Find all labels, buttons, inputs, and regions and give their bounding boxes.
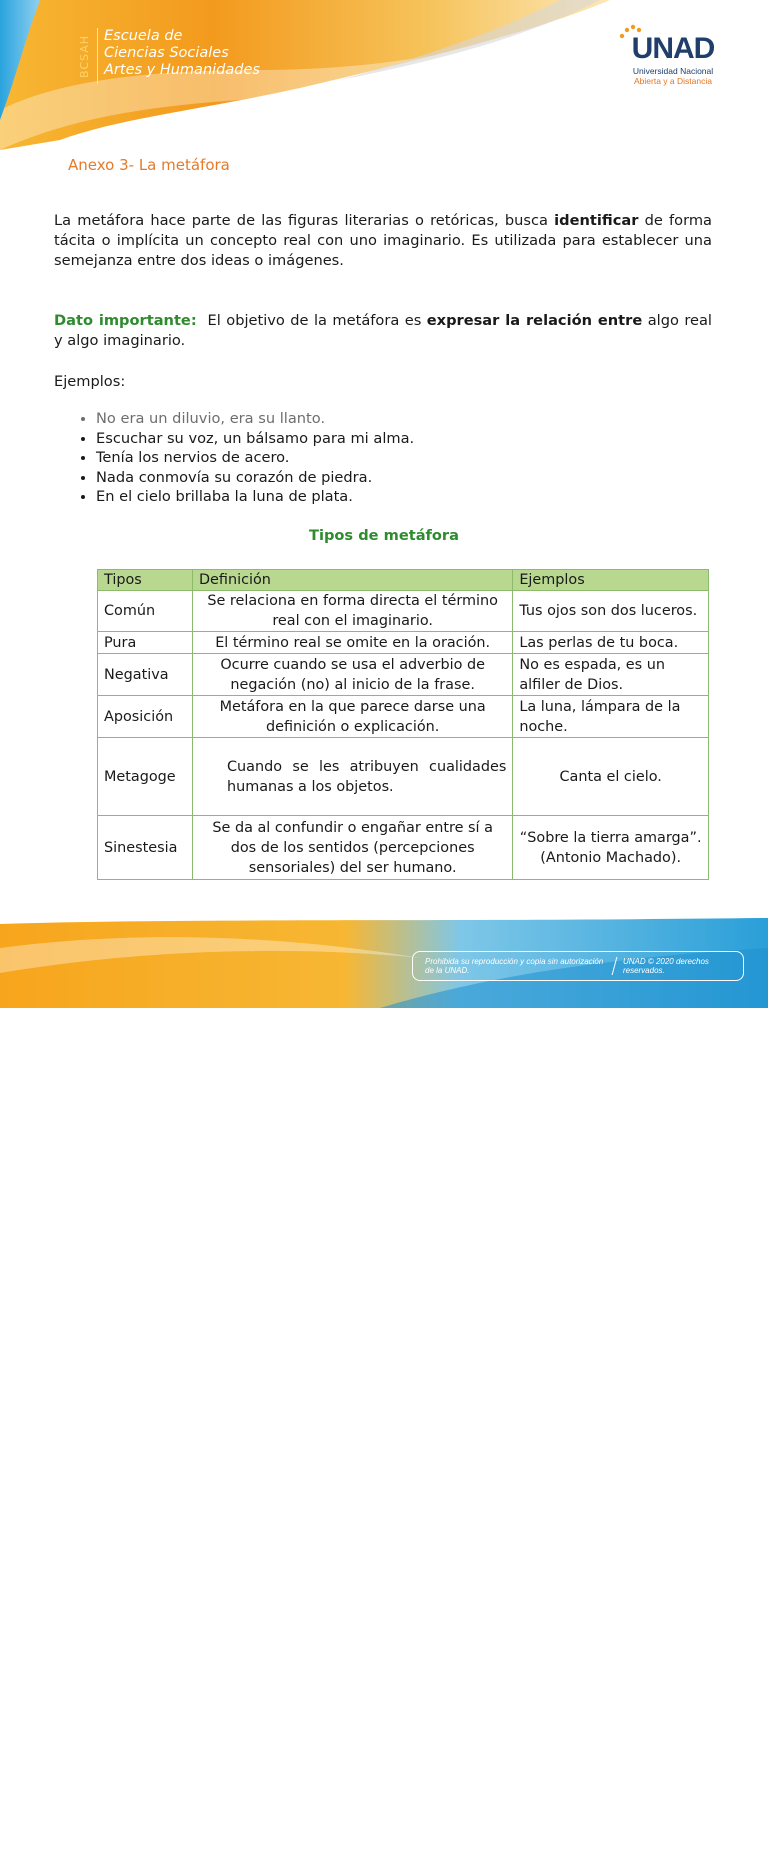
cell-ejemplo: Las perlas de tu boca. — [513, 632, 709, 654]
list-item: • Escuchar su voz, un bálsamo para mi alma. — [96, 429, 414, 449]
cell-definicion: Se relaciona en forma directa el término real con el imaginario. — [192, 591, 512, 632]
logo-word-ad: AD — [673, 32, 715, 65]
copyright-notice — [412, 951, 744, 981]
intro-text-after: de forma tácita o implícita un concepto real con uno imaginario. Es utilizada para establecer una semejanza entre dos ideas o imágenes. — [54, 212, 712, 269]
school-name — [104, 28, 260, 79]
table-row — [98, 816, 709, 880]
list-item: • Nada conmovía su corazón de piedra. — [96, 468, 414, 488]
school-code: BCSAH — [78, 34, 91, 78]
logo-dots-graphic — [618, 24, 644, 42]
cell-definicion: Ocurre cuando se usa el adverbio de negación (no) al inicio de la frase. — [192, 654, 512, 696]
cell-tipo: Negativa — [98, 654, 193, 696]
intro-paragraph — [54, 211, 712, 271]
important-note-label: Dato importante: — [54, 312, 197, 329]
logo-subtitle-1: Universidad Nacional — [632, 66, 714, 76]
notice-left: Prohibida su reproducción y copia sin autorización de la UNAD. — [425, 957, 604, 975]
notice-separator — [612, 957, 618, 975]
cell-tipo: Sinestesia — [98, 816, 193, 880]
header-ejemplos: Ejemplos — [513, 570, 709, 591]
cell-ejemplo: No es espada, es un alfiler de Dios. — [513, 654, 709, 696]
intro-bold: identificar — [554, 212, 639, 229]
table-header-row — [98, 570, 709, 591]
important-note-bold: expresar la relación entre — [426, 312, 643, 329]
school-name-block — [78, 28, 260, 84]
list-item: • Tenía los nervios de acero. — [96, 448, 414, 468]
list-item: • En el cielo brillaba la luna de plata. — [96, 487, 414, 507]
cell-tipo: Común — [98, 591, 193, 632]
cell-definicion: Se da al confundir o engañar entre sí a dos de los sentidos (percepciones sensoriales) del ser humano. — [192, 816, 512, 880]
intro-text-before: La metáfora hace parte de las figuras literarias o retóricas, busca — [54, 212, 555, 229]
cell-tipo: Aposición — [98, 696, 193, 738]
annex-title: Anexo 3- La metáfora — [68, 156, 230, 174]
school-line-2: Ciencias Sociales — [104, 45, 229, 61]
table-row — [98, 591, 709, 632]
table-title: Tipos de metáfora — [309, 527, 459, 544]
list-item: • No era un diluvio, era su llanto. — [96, 409, 414, 429]
cell-ejemplo: Canta el cielo. — [513, 738, 709, 816]
examples-list — [54, 409, 414, 507]
logo-subtitle-2: Abierta y a Distancia — [634, 76, 712, 86]
important-note-after: algo real y algo imaginario. — [54, 312, 712, 349]
table-row — [98, 738, 709, 816]
cell-tipo: Metagoge — [98, 738, 193, 816]
cell-definicion: Cuando se les atribuyen cualidades humanas a los objetos. — [192, 738, 512, 816]
logo-word-un: UN — [631, 32, 673, 65]
cell-ejemplo: “Sobre la tierra amarga”. (Antonio Machado). — [513, 816, 709, 880]
page-number: 1 — [696, 1840, 703, 1851]
notice-right: UNAD © 2020 derechos reservados. — [622, 957, 709, 975]
cell-tipo: Pura — [98, 632, 193, 654]
table-row — [98, 632, 709, 654]
examples-label: Ejemplos: — [54, 373, 126, 390]
unad-logo — [618, 24, 728, 94]
important-note — [54, 311, 712, 351]
page-header — [0, 0, 768, 150]
school-line-1: Escuela de — [104, 28, 183, 44]
important-note-before: El objetivo de la metáfora es — [196, 312, 427, 329]
cell-definicion: Metáfora en la que parece darse una definición o explicación. — [192, 696, 512, 738]
header-tipos: Tipos — [98, 570, 193, 591]
cell-definicion: El término real se omite en la oración. — [192, 632, 512, 654]
school-line-3: Artes y Humanidades — [104, 62, 260, 78]
table-row — [98, 696, 709, 738]
metaphor-types-table — [97, 569, 709, 880]
header-definicion: Definición — [192, 570, 512, 591]
school-divider — [97, 28, 98, 84]
table-row — [98, 654, 709, 696]
cell-ejemplo: Tus ojos son dos luceros. — [513, 591, 709, 632]
cell-ejemplo: La luna, lámpara de la noche. — [513, 696, 709, 738]
